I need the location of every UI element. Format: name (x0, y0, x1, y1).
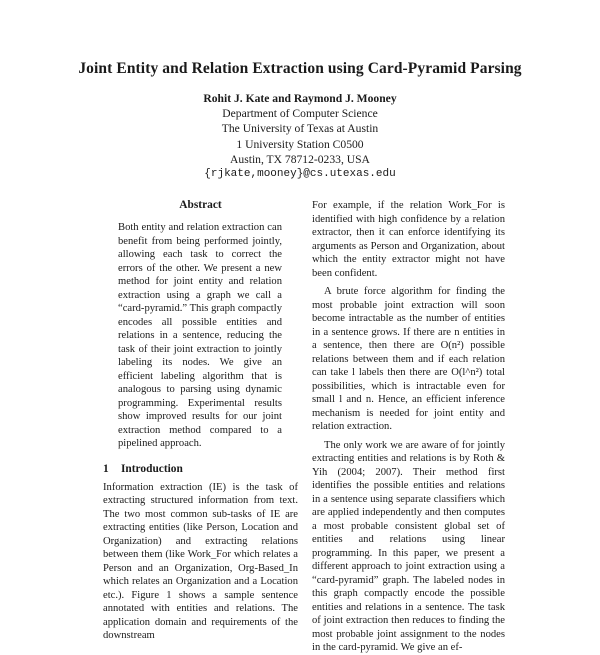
right-paragraph-3: The only work we are aware of for jointly extracting entities and relations is by Roth & Yih (2004; 2007). Their method first identifies the possible entities and relations in a sentence using separate classifiers which are applied independently and then computes a most probable consistent global set of entities and relations using linear programming. In this paper, we present a different approach to joint extraction using a “card-pyramid” graph. The labeled nodes in this graph compactly encode the possible entities and relations in a sentence. The task of joint extraction then reduces to finding the most probable joint assignment to the nodes in the card-pyramid. We give an ef- (312, 439, 505, 653)
author-names: Rohit J. Kate and Raymond J. Mooney (203, 92, 397, 105)
left-column (103, 199, 298, 643)
author-email: {rjkate,mooney}@cs.utexas.edu (204, 168, 396, 181)
author-city: Austin, TX 78712-0233, USA (230, 152, 370, 166)
section-title: Introduction (121, 462, 183, 475)
introduction-heading (103, 463, 298, 475)
abstract-heading: Abstract (179, 199, 222, 211)
right-paragraph-1: For example, if the relation Work_For is identified with high confidence by a relation extractor, then it can enforce identifying its arguments as Person and Organization, about which the entity extractor might not have been confident. (312, 200, 505, 279)
author-block (0, 91, 600, 182)
author-station: 1 University Station C0500 (236, 137, 364, 151)
introduction-paragraph: Information extraction (IE) is the task of extracting structured information from text. The two most common sub-tasks of IE are extracting entities (like Person, Location and Organization) and extracting relations between them (like Work_For which relates a Person and an Organization, Org-Based_In which relates an Organization and a Location etc.). Figure 1 shows a sample sentence annotated with entities and relations. The application domain and requirements of the downstream (103, 481, 298, 641)
right-paragraph-2: A brute force algorithm for finding the most probable joint extraction will soon become intractable as the number of entities in a sentence grows. If there are n entities in a sentence, then there are O(n²) possible relations between them and if each relation can take l labels then there are O(l^n²) total possibilities, which is intractable even for small l and n. Hence, an efficient inference mechanism is needed for joint entity and relation extraction. (312, 286, 505, 432)
author-university: The University of Texas at Austin (221, 122, 379, 136)
right-column (312, 199, 505, 655)
paper-title: Joint Entity and Relation Extraction using Card-Pyramid Parsing (78, 60, 522, 77)
author-department: Department of Computer Science (222, 107, 378, 121)
section-number: 1 (103, 462, 109, 475)
abstract-text: Both entity and relation extraction can benefit from being performed jointly, allowing each task to correct the errors of the other. We present a new method for joint entity and relation extraction using a graph we call a “card-pyramid.” This graph compactly encodes all possible entities and relations in a sentence, reducing the task of their joint extraction to jointly labeling its nodes. We give an efficient labeling algorithm that is analogous to parsing using dynamic programming. Experimental results show improved results for our joint extraction method compared to a pipelined approach. (118, 222, 282, 449)
